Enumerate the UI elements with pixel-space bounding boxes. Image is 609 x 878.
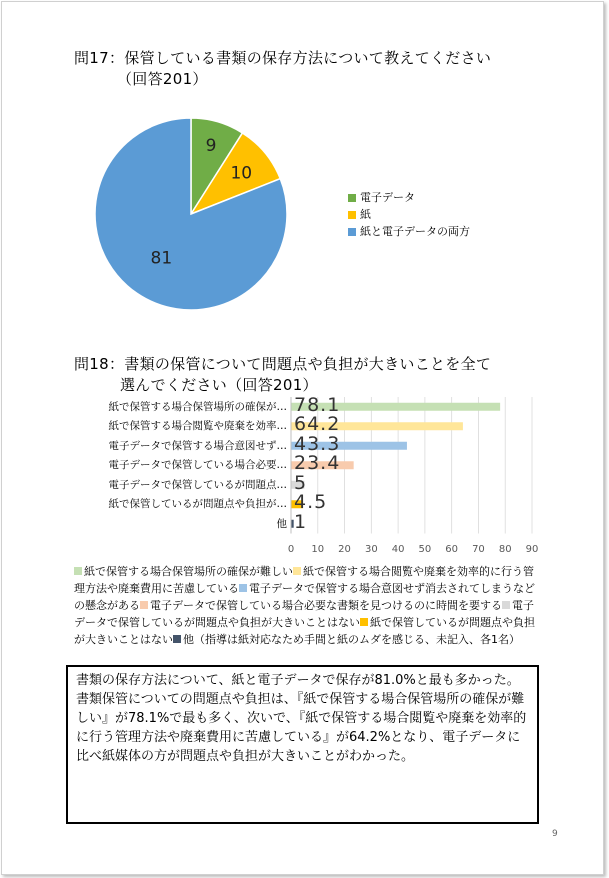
bar-category-label: 他 [276, 517, 287, 530]
bar-value-label: 4.5 [294, 491, 328, 514]
x-tick-label: 40 [391, 544, 405, 555]
bar-value-label: 78.1 [294, 393, 341, 416]
legend-label: 電子データで保管する場合意図せず消去されてしまうなどの懸念がある [74, 582, 535, 612]
summary-box [66, 665, 539, 824]
legend-swatch [140, 601, 148, 609]
legend-swatch [239, 584, 247, 592]
bar-category-label: 紙で保管する場合保管場所の確保が… [108, 400, 287, 413]
bar-value-label: 64.2 [294, 413, 341, 436]
legend-label: 紙で保管する場合保管場所の確保が難しい [84, 565, 293, 578]
x-tick-label: 0 [287, 544, 295, 555]
legend-label: 紙で保管する場合閲覧や廃棄を効率的に行う管理方法や廃棄費用に苦慮している [74, 565, 534, 595]
x-tick-label: 50 [418, 544, 432, 555]
legend-label: 紙で保管しているが問題点や負担が大きいことはない [74, 616, 535, 646]
pie-data-label: 9 [205, 135, 217, 156]
bar-value-label: 43.3 [294, 432, 341, 455]
legend-label: 紙と電子データの両方 [360, 225, 470, 238]
legend-label: 電子データで保管しているが問題点や負担が大きいことはない [74, 599, 534, 629]
bar-value-label: 1 [294, 510, 308, 533]
x-tick-label: 10 [311, 544, 325, 555]
q17-subtitle: （回答201） [117, 70, 208, 88]
legend-label: 紙 [360, 208, 371, 221]
x-tick-label: 20 [338, 544, 351, 555]
page-number: 9 [552, 829, 558, 839]
summary-paragraph-1: 書類の保存方法について、紙と電子データで保存が81.0%と最も多かった。 [76, 673, 520, 688]
bar-category-label: 電子データで保管している場合必要… [108, 459, 287, 472]
legend-label: 電子データ [360, 191, 415, 204]
bar-category-label: 電子データで保管する場合意図せず… [108, 439, 287, 452]
x-tick-label: 70 [472, 544, 485, 555]
legend-label: 電子データで保管している場合必要な書類を見つけるのに時間を要する [150, 599, 502, 612]
legend-swatch [173, 635, 181, 643]
legend-swatch [360, 618, 368, 626]
bar-value-label: 5 [294, 471, 308, 494]
bar-value-label: 23.4 [294, 452, 341, 475]
summary-paragraph-2: 書類保管についての問題点や負担は、『紙で保管する場合保管場所の確保が難しい』が78.1%で最も多く、次いで、『紙で保管する場合閲覧や廃棄を効率的に行う管理方法や廃棄費用に苦慮している』が64.2%となり、電子データに比べ紙媒体の方が問題点や負担が大きいことがわかった。 [76, 692, 527, 764]
bar-category-label: 電子データで保管しているが問題点… [108, 478, 287, 491]
x-tick-label: 90 [525, 544, 539, 555]
legend-swatch [74, 567, 82, 575]
pie-data-label: 81 [150, 248, 173, 269]
x-tick-label: 80 [498, 544, 512, 555]
legend-swatch [293, 567, 301, 575]
q18-subtitle: 選んでください（回答201） [120, 376, 318, 394]
bar-category-label: 紙で保管する場合閲覧や廃棄を効率… [108, 420, 287, 433]
bar-category-label: 紙で保管しているが問題点や負担が… [108, 498, 287, 511]
q17-title: 問17：保管している書類の保存方法について教えてください [74, 49, 492, 67]
x-tick-label: 60 [445, 544, 459, 555]
legend-label: 他（指導は紙対応なため手間と紙のムダを感じる、未記入、各1名） [183, 633, 520, 646]
bar-legend [74, 563, 544, 648]
x-tick-label: 30 [364, 544, 378, 555]
pie-data-label: 10 [230, 163, 253, 184]
legend-swatch [502, 601, 510, 609]
q18-title: 問18：書類の保管について問題点や負担が大きいことを全て [74, 355, 492, 373]
